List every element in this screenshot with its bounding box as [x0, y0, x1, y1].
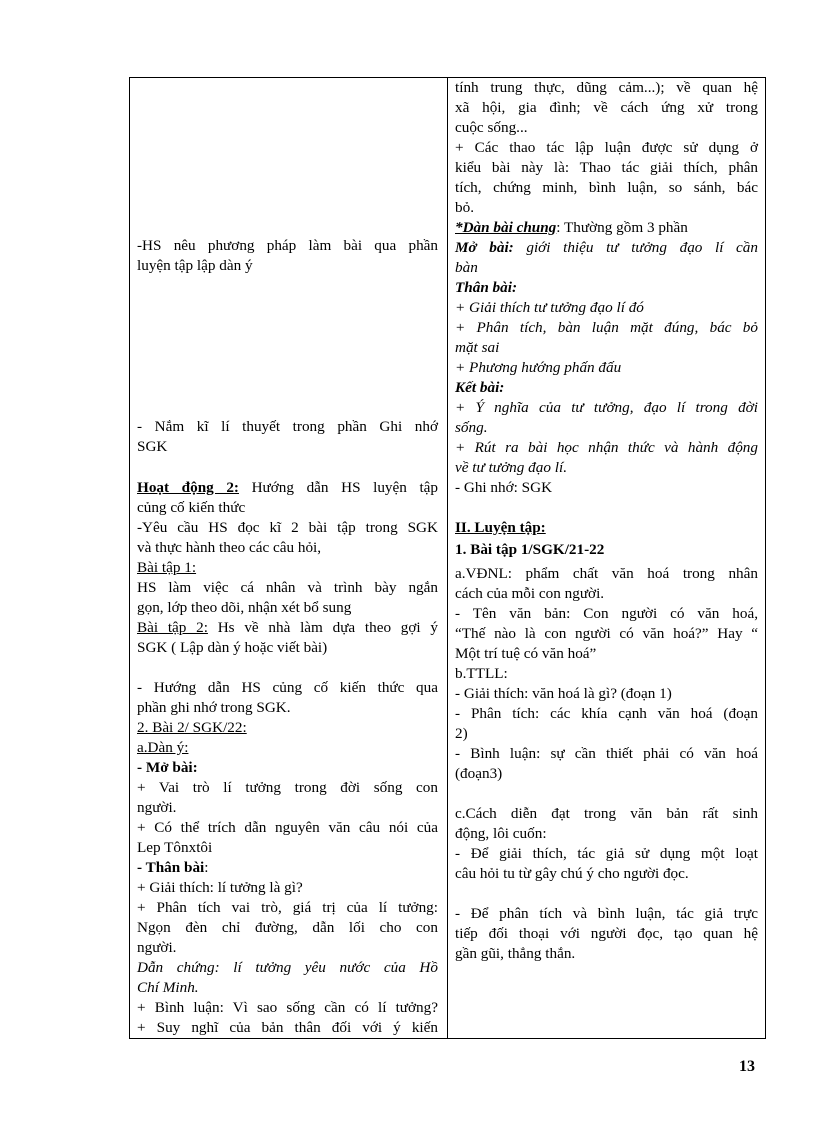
text-line: - Để phân tích và bình luận, tác giả trực — [455, 905, 758, 922]
text-line: - Nắm kĩ lí thuyết trong phần Ghi nhớ — [137, 418, 438, 435]
general-outline-heading: *Dàn bài chung — [455, 219, 557, 236]
practice-heading: II. Luyện tập: — [455, 519, 546, 536]
text-line: Chí Minh. — [137, 979, 199, 996]
text-line — [137, 618, 438, 638]
text-line: + Giải thích: lí tưởng là gì? — [137, 879, 303, 896]
text-line: (đoạn3) — [455, 765, 503, 782]
text-line: Lep Tônxtôi — [137, 839, 213, 856]
activity-title: Hoạt động 2: — [137, 479, 239, 496]
text-line: Dẫn chứng: lí tưởng yêu nước của Hồ — [137, 959, 438, 976]
text-line: + Rút ra bài học nhận thức và hành động — [455, 439, 758, 456]
text-line: b.TTLL: — [455, 665, 508, 682]
text-line: gần gũi, thẳng thắn. — [455, 945, 576, 962]
conclusion-heading: Kết bài: — [455, 379, 505, 396]
exercise-2-heading: Bài tập 2: — [137, 619, 208, 636]
intro-heading: Mở bài: — [455, 239, 514, 256]
text-line: về tư tưởng đạo lí. — [455, 459, 567, 476]
text-line: + Các thao tác lập luận được sử dụng ở — [455, 139, 758, 156]
text-span: giới thiệu tư tưởng đạo lí cần — [513, 239, 758, 256]
text-line: -Yêu cầu HS đọc kĩ 2 bài tập trong SGK — [137, 519, 438, 536]
text-line: SGK — [137, 438, 168, 455]
exercise-2-title: 2. Bài 2/ SGK/22: — [137, 719, 247, 736]
text-line: mặt sai — [455, 339, 500, 356]
text-line: -HS nêu phương pháp làm bài qua phần — [137, 237, 438, 254]
text-line: - Để giải thích, tác giả sử dụng một loạt — [455, 845, 758, 862]
text-line: “Thế nào là con người có văn hoá?” Hay “ — [455, 625, 758, 642]
text-line: Ngọn đèn chỉ đường, dẫn lối cho con — [137, 919, 438, 936]
intro-heading: - Mở bài: — [137, 759, 198, 776]
text-line: kiểu bài này là: Thao tác giải thích, phân — [455, 159, 758, 176]
text-line: 2) — [455, 725, 468, 742]
exercise-1-heading: Bài tập 1: — [137, 559, 197, 576]
text-line: c.Cách diễn đạt trong văn bản rất sinh — [455, 805, 758, 822]
text-line: - Phân tích: các khía cạnh văn hoá (đoạn — [455, 705, 758, 722]
text-line: + Bình luận: Vì sao sống cần có lí tưởng? — [137, 999, 438, 1016]
text-line: + Suy nghĩ của bản thân đối với ý kiến — [137, 1019, 438, 1036]
text-span: Hs về nhà làm dựa theo gợi ý — [207, 619, 438, 636]
text-line: + Phân tích vai trò, giá trị của lí tưởng: — [137, 899, 438, 916]
page-number: 13 — [739, 1058, 755, 1075]
text-line: người. — [137, 799, 177, 816]
text-line: - Giải thích: văn hoá là gì? (đoạn 1) — [455, 685, 672, 702]
exercise-1-heading: 1. Bài tập 1/SGK/21-22 — [455, 541, 605, 558]
text-line: cách của mỗi con người. — [455, 585, 605, 602]
text-line: + Phương hướng phấn đấu — [455, 359, 622, 376]
text-line: bỏ. — [455, 199, 474, 216]
text-line: - Ghi nhớ: SGK — [455, 479, 553, 496]
text-line: tính trung thực, dũng cảm...); về quan hệ — [455, 79, 758, 96]
text-line — [455, 238, 758, 258]
text-line: luyện tập lập dàn ý — [137, 257, 253, 274]
text-line: người. — [137, 939, 177, 956]
text-line: + Giải thích tư tưởng đạo lí đó — [455, 299, 644, 316]
text-line: tích, chứng minh, bình luận, so sánh, bác — [455, 179, 758, 196]
text-span: : Thường gồm 3 phần — [556, 219, 688, 236]
text-line: HS làm việc cá nhân và trình bày ngắn — [137, 579, 438, 596]
column-divider — [447, 78, 448, 1038]
body-heading: Thân bài: — [455, 279, 518, 296]
text-line: phần ghi nhớ trong SGK. — [137, 699, 291, 716]
text-line: + Ý nghĩa của tư tưởng, đạo lí trong đời — [455, 399, 758, 416]
text-span: : — [204, 859, 209, 876]
text-line: xã hội, gia đình; về cách ứng xử trong — [455, 99, 758, 116]
lesson-table — [129, 77, 766, 1039]
text-line: củng cố kiến thức — [137, 499, 246, 516]
text-line: gọn, lớp theo dõi, nhận xét bổ sung — [137, 599, 352, 616]
text-line: - Bình luận: sự cần thiết phải có văn hoá — [455, 745, 758, 762]
text-line: a.VĐNL: phẩm chất văn hoá trong nhân — [455, 565, 758, 582]
body-heading: - Thân bài — [137, 859, 205, 876]
text-line — [137, 478, 438, 498]
text-line: + Phân tích, bàn luận mặt đúng, bác bỏ — [455, 319, 758, 336]
text-line: và thực hành theo các câu hỏi, — [137, 539, 322, 556]
text-line: sống. — [455, 419, 488, 436]
text-line: câu hỏi tu từ gây chú ý cho người đọc. — [455, 865, 689, 882]
text-line: - Tên văn bản: Con người có văn hoá, — [455, 605, 758, 622]
text-line: tiếp đối thoại với người đọc, tạo quan hệ — [455, 925, 758, 942]
text-line: + Có thể trích dẫn nguyên văn câu nói của — [137, 819, 438, 836]
text-line: bàn — [455, 259, 478, 276]
text-line — [455, 218, 758, 238]
text-line: + Vai trò lí tưởng trong đời sống con — [137, 779, 438, 796]
text-line: cuộc sống... — [455, 119, 528, 136]
text-line: Một trí tuệ có văn hoá” — [455, 645, 597, 662]
text-line: - Hướng dẫn HS củng cố kiến thức qua — [137, 679, 438, 696]
text-line: SGK ( Lập dàn ý hoặc viết bài) — [137, 639, 328, 656]
text-line — [137, 858, 438, 878]
text-span: Hướng dẫn HS luyện tập — [238, 479, 438, 496]
outline-heading: a.Dàn ý: — [137, 739, 189, 756]
text-line: động, lôi cuốn: — [455, 825, 547, 842]
